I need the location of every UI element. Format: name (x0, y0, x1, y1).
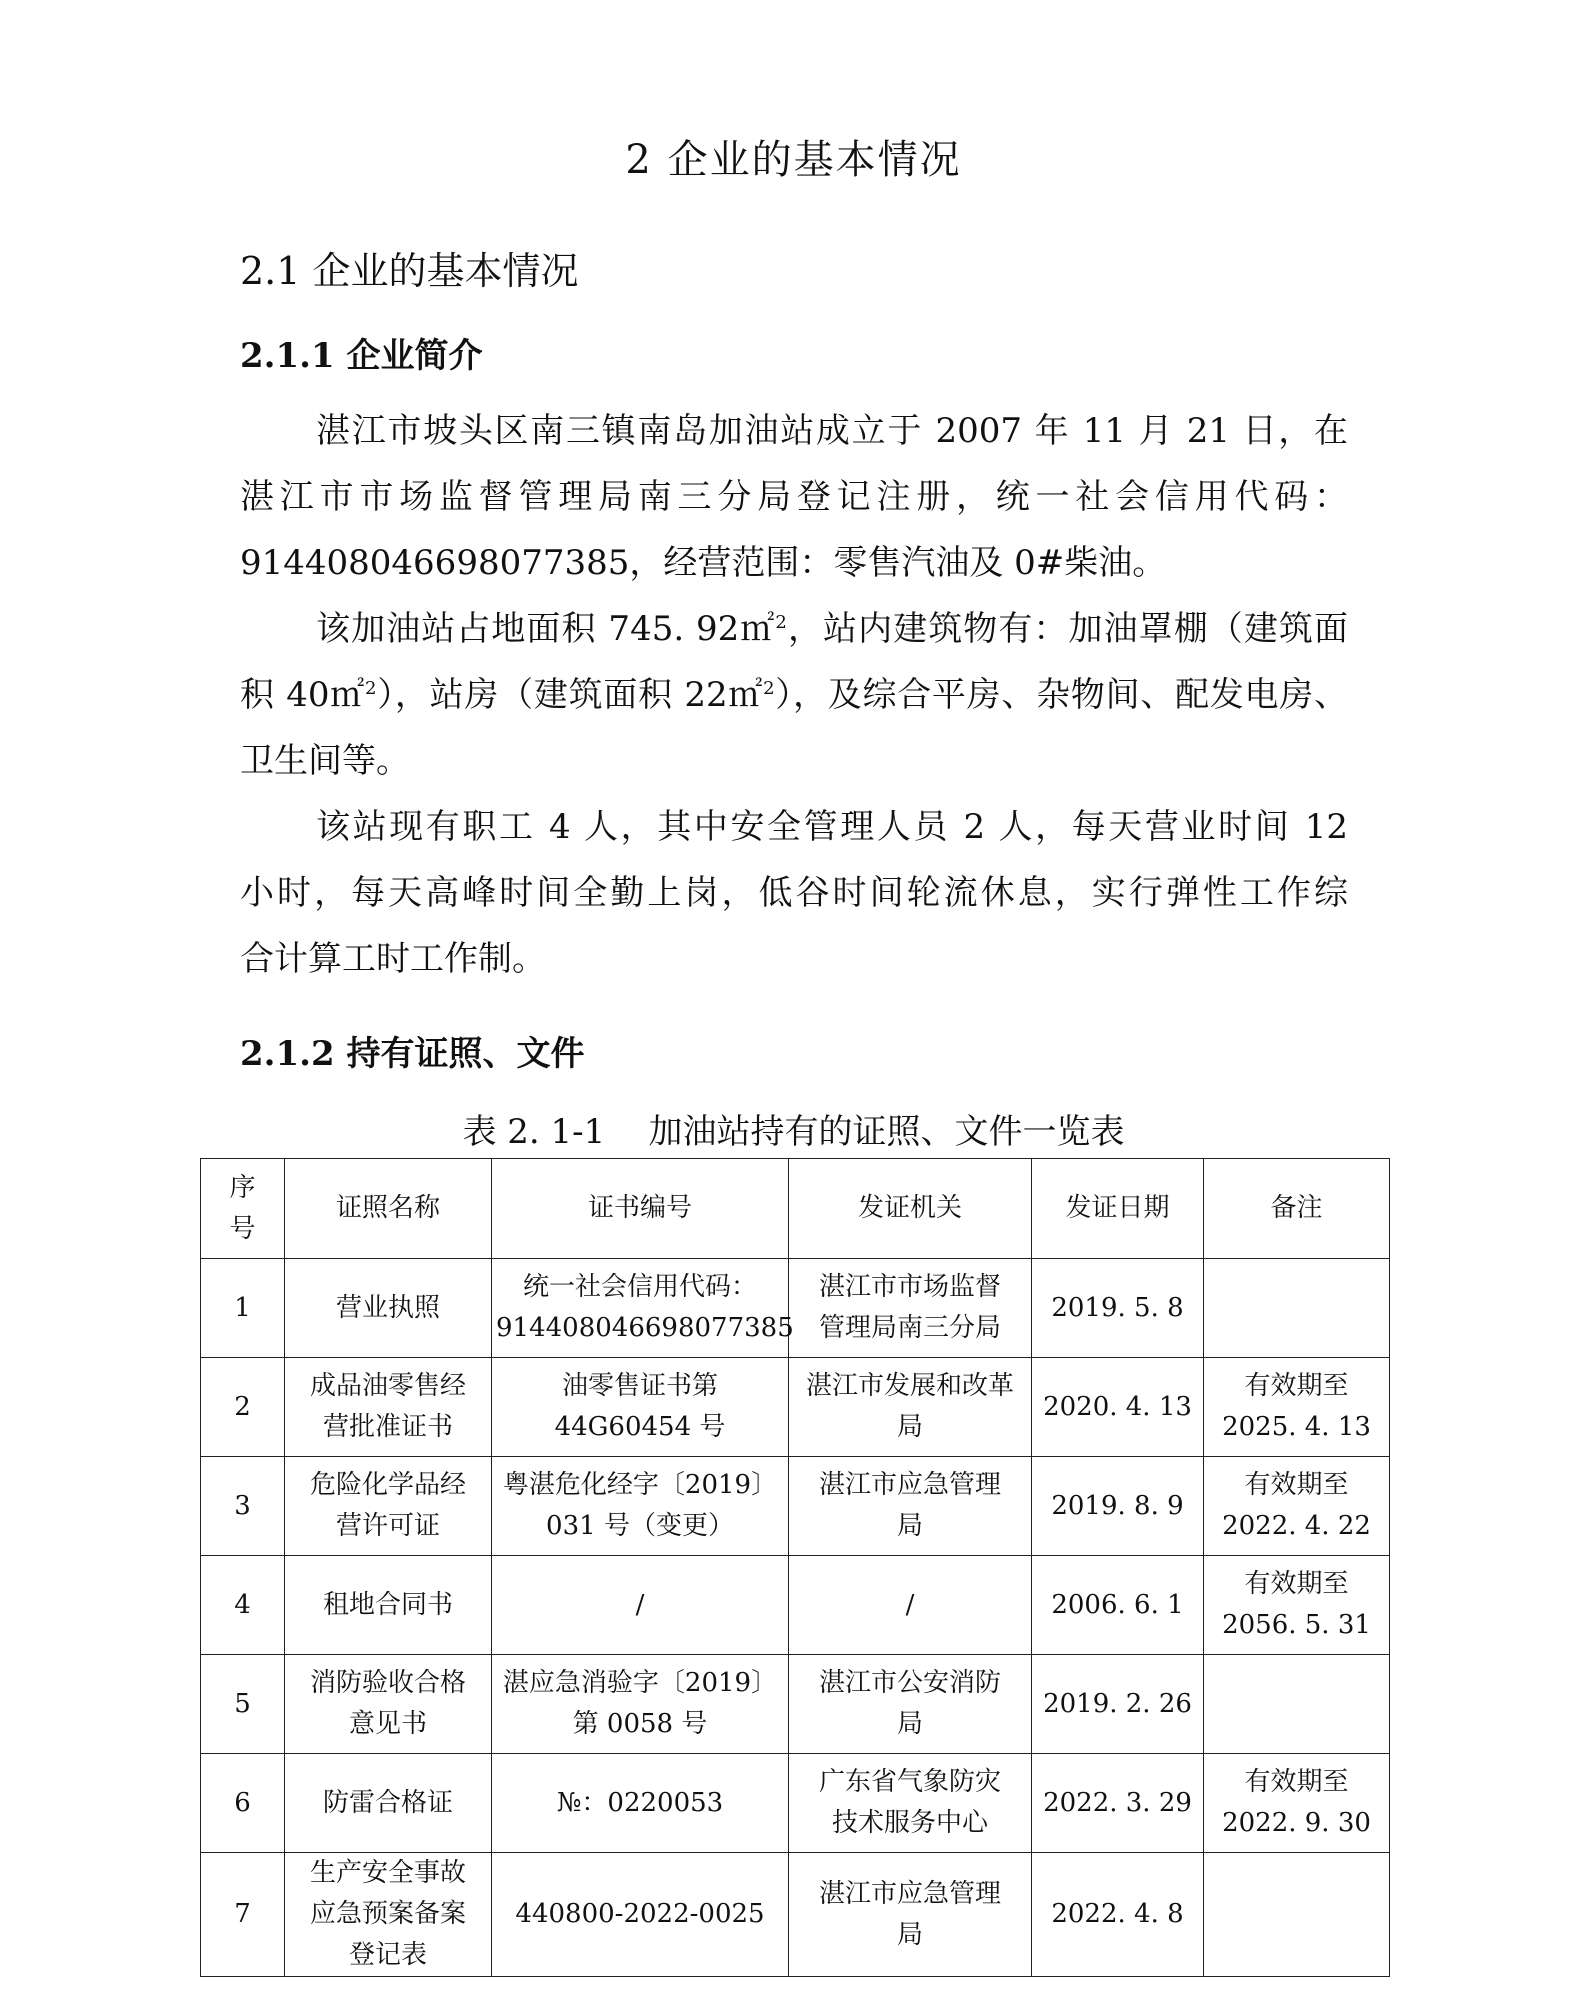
cell-authority: 湛江市应急管理 局 (789, 1853, 1032, 1977)
text-segment: ，站内建筑物有：加油罩棚（建筑面 (786, 609, 1348, 649)
cell-date: 2019. 8. 9 (1032, 1457, 1204, 1556)
cell-number: / (492, 1556, 789, 1655)
cell-number: 统一社会信用代码： 914408046698077385 (492, 1259, 789, 1358)
table-header-row (201, 1159, 1390, 1259)
cell-name: 租地合同书 (285, 1556, 492, 1655)
paragraph-staffing (240, 794, 1348, 992)
table-row (201, 1259, 1390, 1358)
cell-no: 6 (201, 1754, 285, 1853)
paragraph-site-area (240, 596, 1348, 794)
table-row (201, 1853, 1390, 1977)
cell-remark (1204, 1853, 1390, 1977)
cell-name: 生产安全事故 应急预案备案 登记表 (285, 1853, 492, 1977)
certificates-table (200, 1158, 1390, 1977)
superscript: 2 (763, 678, 775, 699)
cell-authority: 湛江市公安消防 局 (789, 1655, 1032, 1754)
paragraph-line (240, 596, 1348, 662)
cell-date: 2019. 5. 8 (1032, 1259, 1204, 1358)
cell-name: 成品油零售经 营批准证书 (285, 1358, 492, 1457)
header-cell-authority: 发证机关 (789, 1159, 1032, 1259)
header-cell-no: 序 号 (201, 1159, 285, 1259)
table-row (201, 1556, 1390, 1655)
superscript: 2 (775, 612, 787, 633)
cell-remark: 有效期至 2056. 5. 31 (1204, 1556, 1390, 1655)
cell-date: 2020. 4. 13 (1032, 1358, 1204, 1457)
paragraph-line: 该站现有职工 4 人，其中安全管理人员 2 人，每天营业时间 12 (316, 807, 1348, 847)
superscript: 2 (365, 678, 377, 699)
cell-remark: 有效期至 2022. 9. 30 (1204, 1754, 1390, 1853)
cell-authority: 湛江市市场监督 管理局南三分局 (789, 1259, 1032, 1358)
table-row (201, 1655, 1390, 1754)
cell-no: 7 (201, 1853, 285, 1977)
cell-authority: 湛江市发展和改革 局 (789, 1358, 1032, 1457)
table-row (201, 1754, 1390, 1853)
cell-number: 油零售证书第 44G60454 号 (492, 1358, 789, 1457)
table-caption: 表 2. 1-1 加油站持有的证照、文件一览表 (462, 1112, 1125, 1152)
cell-number: 粤湛危化经字〔2019〕 031 号（变更） (492, 1457, 789, 1556)
cell-number: 440800-2022-0025 (492, 1853, 789, 1977)
chapter-title: 2 企业的基本情况 (625, 137, 962, 183)
cell-authority: / (789, 1556, 1032, 1655)
text-segment: ），及综合平房、杂物间、配发电房、 (774, 675, 1348, 715)
paragraph-company-registration (240, 398, 1348, 596)
header-cell-remark: 备注 (1204, 1159, 1390, 1259)
cell-name: 危险化学品经 营许可证 (285, 1457, 492, 1556)
cell-date: 2022. 4. 8 (1032, 1853, 1204, 1977)
cell-remark: 有效期至 2022. 4. 22 (1204, 1457, 1390, 1556)
paragraph-line: 合计算工时工作制。 (240, 939, 546, 979)
header-cell-name: 证照名称 (285, 1159, 492, 1259)
cell-no: 2 (201, 1358, 285, 1457)
cell-remark (1204, 1259, 1390, 1358)
text-segment: ），站房（建筑面积 22㎡ (376, 675, 764, 715)
paragraph-line: 小时，每天高峰时间全勤上岗，低谷时间轮流休息，实行弹性工作综 (240, 873, 1348, 913)
paragraph-line (240, 662, 1348, 728)
cell-name: 防雷合格证 (285, 1754, 492, 1853)
cell-no: 4 (201, 1556, 285, 1655)
cell-number: №：0220053 (492, 1754, 789, 1853)
paragraph-line: 卫生间等。 (240, 741, 410, 781)
cell-remark: 有效期至 2025. 4. 13 (1204, 1358, 1390, 1457)
cell-date: 2006. 6. 1 (1032, 1556, 1204, 1655)
text-segment: 积 40㎡ (240, 675, 366, 715)
text-segment: 该加油站占地面积 745. 92㎡ (316, 609, 776, 649)
cell-remark (1204, 1655, 1390, 1754)
cell-no: 1 (201, 1259, 285, 1358)
cell-date: 2019. 2. 26 (1032, 1655, 1204, 1754)
subsection-title-certificates: 2.1.2 持有证照、文件 (240, 1034, 585, 1074)
cell-authority: 湛江市应急管理 局 (789, 1457, 1032, 1556)
header-cell-number: 证书编号 (492, 1159, 789, 1259)
subsection-title-intro: 2.1.1 企业简介 (240, 336, 483, 376)
cell-number: 湛应急消验字〔2019〕 第 0058 号 (492, 1655, 789, 1754)
cell-no: 5 (201, 1655, 285, 1754)
header-cell-date: 发证日期 (1032, 1159, 1204, 1259)
cell-date: 2022. 3. 29 (1032, 1754, 1204, 1853)
table-row (201, 1457, 1390, 1556)
paragraph-line: 湛江市坡头区南三镇南岛加油站成立于 2007 年 11 月 21 日，在 (316, 411, 1348, 451)
paragraph-line: 湛江市市场监督管理局南三分局登记注册，统一社会信用代码： (240, 477, 1348, 517)
paragraph-line: 914408046698077385，经营范围：零售汽油及 0#柴油。 (240, 543, 1167, 583)
cell-name: 营业执照 (285, 1259, 492, 1358)
cell-authority: 广东省气象防灾 技术服务中心 (789, 1754, 1032, 1853)
table-row (201, 1358, 1390, 1457)
cell-name: 消防验收合格 意见书 (285, 1655, 492, 1754)
cell-no: 3 (201, 1457, 285, 1556)
section-title: 2.1 企业的基本情况 (240, 249, 579, 293)
